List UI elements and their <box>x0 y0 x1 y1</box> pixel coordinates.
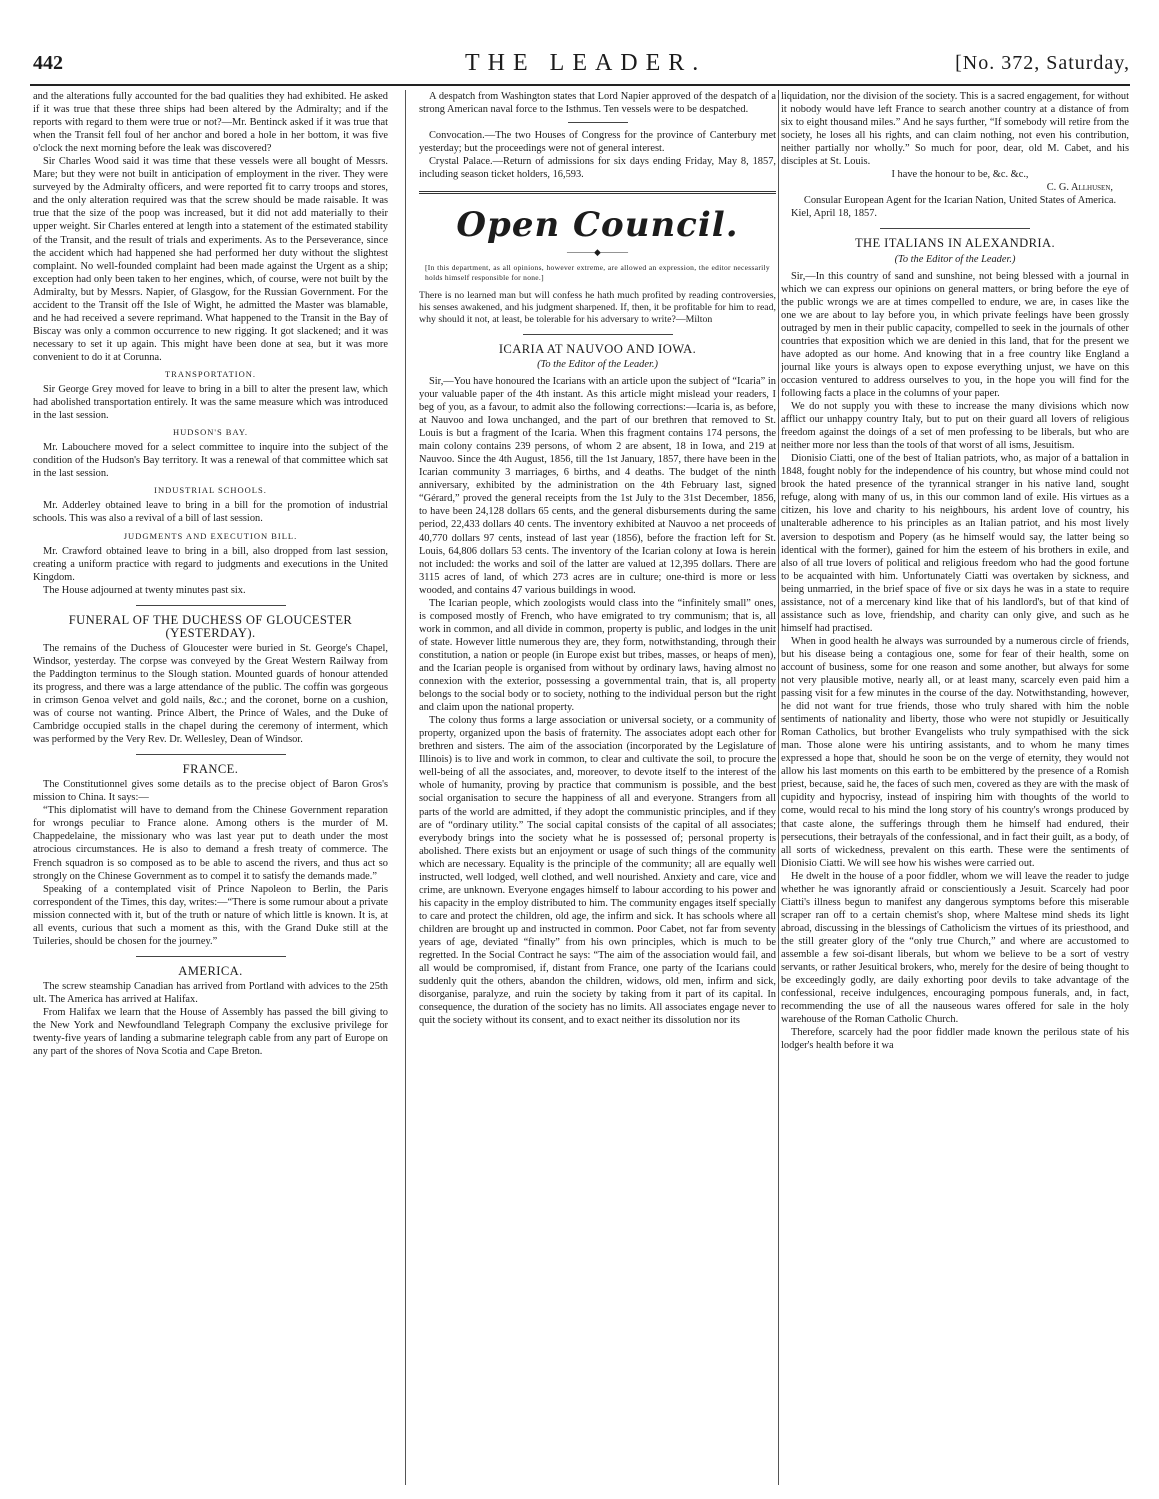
paragraph: and the alterations fully accounted for the bad qualities they had exhibited. He asked if it was true that these three ships had been altered by the Admiralty; and if the reports with regard to them were true or not?—Mr. Bentinck asked if it was true that when the Transit fell foul of her anchor and bored a hole in her bottom, it was five o'clock the next morning before the leak was discovered? <box>33 91 388 155</box>
section-separator <box>523 334 673 335</box>
paragraph: Convocation.—The two Houses of Congress for the province of Canterbury met yesterday; but the proceedings were not of general interest. <box>419 130 776 155</box>
column-left <box>33 90 388 1485</box>
masthead-rule <box>30 84 1130 86</box>
section-double-rule <box>419 191 776 194</box>
section-separator <box>136 956 286 957</box>
paragraph: Sir Charles Wood said it was time that these vessels were all bought of Messrs. Mare; but they were not built in anticipation of employment in the river. They were surveyed by the Admiralty officers, and were reported fit to carry troops and stores, and the only alteration required was that the screw should be made raisable. It was true that the size of the poop was increased, but it did not add materially to their upper weight. Sir Charles entered at length into a statement of the estimated stability of the Transit, and the result of trials and experiments. As to the Perseverance, since the accident which had happened she had performed her duty without the slightest complaint. No well-founded complaint had been made against the Urgent as a ship; exception had only been taken to her engines, which, of course, were not built by the Admiralty, but by Messrs. Napier, of Glasgow, for the Russian Government. For the accident to the Transit off the Isle of Wight, he admitted the Master was blamable, and he had received a severe reprimand. What happened to the Transit in the Bay of Biscay was only a common occurrence to new rigging. It got slackened; and it was necessary to set it up again. This might have been done at sea, but it was more convenient to do it at Corunna. <box>33 156 388 363</box>
paragraph: Therefore, scarcely had the poor fiddler made known the perilous state of his lodger's health before it wa <box>781 1027 1129 1052</box>
newspaper-title: THE LEADER. <box>465 50 707 76</box>
letter-addressee: (To the Editor of the Leader.) <box>537 358 658 370</box>
article-headline: ICARIA AT NAUVOO AND IOWA. <box>498 341 697 356</box>
paragraph: The colony thus forms a large association or universal society, or a community of property, organized upon the basis of fraternity. The associates adopt each other for brethren and sisters. The aim of the association (incorporated by the Legislature of Illinois) is to live and work in common, to clear and cultivate the soil, to procure the well-being of all the associates, and, moreover, to devote itself to the interest of the whole of humanity, proving by practice that communism is possible, and the best social organisation to secure the happiness of all and everyone. Strangers from all parts of the world are admitted, if they adopt the communistic principles, and if they are of “ordinary utility.” The social capital consists of the capital of all associates; everybody brings into the society what he is possessed of; personal property is abolished. There exists but an enjoyment or usage of such things of the community which are necessary. Equality is the principle of the community; all are equally well instructed, well lodged, well clothed, and well nourished. Anxiety and care, vice and crime, are unknown. Everyone engages himself to labour according to his power and his capacity in the employ distributed to him. The community engages itself specially to care and protect the children, old age, the infirm and sick. It has schools where all children are brought up and instructed in common. Poor Cabet, not far from seventy years of age, deviated “finally” from his own principles, which is much to be regretted. In the Social Contract he says: “The aim of the association would fail, and all would be compromised, if, distant from France, one party of the Icarians could suddenly quit the others, abandon the children, widows, old men, infirm and sick, disorganise, paralyze, and ruin the society by taking from it part of its capital. In consequence, the duration of the society has no limits. All associates engage never to quit the society without its consent, and to exact neither its dissolution nor its <box>419 715 776 1027</box>
paragraph: Mr. Labouchere moved for a select committee to inquire into the subject of the condition of the Hudson's Bay territory. It was a renewal of that committee which sat in the last session. <box>33 442 388 480</box>
paragraph: Sir George Grey moved for leave to bring in a bill to alter the present law, which had abolished transportation entirely. It was the same measure which was introduced in the last session. <box>33 384 388 422</box>
paragraph: Speaking of a contemplated visit of Prince Napoleon to Berlin, the Paris correspondent of the Times, this day, writes:—“There is some rumour about a private mission connected with it, but of the truth or nature of which little is known. It is, at all events, curious that such a moment as this, with the Grand Duke still at the Tuileries, should be chosen for the journey.” <box>33 883 388 947</box>
section-separator <box>136 754 286 755</box>
page-number: 442 <box>33 52 63 74</box>
paragraph: Mr. Crawford obtained leave to bring in a bill, also dropped from last session, creating a uniform practice with regard to judgments and executions in the United Kingdom. <box>33 545 388 583</box>
issue-number: [No. 372, Saturday, <box>955 52 1130 74</box>
section-subhead: JUDGMENTS AND EXECUTION BILL. <box>123 530 298 541</box>
section-subhead: TRANSPORTATION. <box>164 368 257 379</box>
paragraph: The screw steamship Canadian has arrived from Portland with advices to the 25th ult. The America has arrived at Halifax. <box>33 980 388 1005</box>
masthead <box>30 8 1130 86</box>
column-divider <box>778 90 779 1485</box>
section-subhead: INDUSTRIAL SCHOOLS. <box>154 485 267 496</box>
column-right <box>781 90 1129 1485</box>
paragraph: We do not supply you with these to increase the many divisions which now afflict our unhappy country Italy, but to put on their guard all lovers of religious freedom against the doings of a set of men professing to be liberals, but who are neither more nor less than the tools of that worst of all isms, Jesuitism. <box>781 401 1129 452</box>
milton-quote: There is no learned man but will confess he hath much profited by reading controversies, his senses awakened, and his judgment sharpened. If, then, it be profitable for him to read, why should it not, at least, be tolerable for his adversary to write?—Milton <box>419 290 776 326</box>
section-separator <box>880 228 1030 229</box>
column-middle <box>419 90 776 1485</box>
paragraph: Mr. Adderley obtained leave to bring in a bill for the promotion of industrial schools. This was also a revival of a bill of last session. <box>33 500 388 525</box>
section-separator <box>136 605 286 606</box>
paragraph: From Halifax we learn that the House of Assembly has passed the bill giving to the New York and Newfoundland Telegraph Company the exclusive privilege for twenty-five years of landing a submarine telegraph cable from any part of Europe on any part of the shores of Nova Scotia and Cape Breton. <box>33 1007 388 1058</box>
letter-closing: I have the honour to be, &c. &c., <box>891 169 1029 181</box>
article-headline: THE ITALIANS IN ALEXANDRIA. <box>854 236 1056 251</box>
paragraph: Sir,—In this country of sand and sunshine, not being blessed with a journal in which we can express our opinions on general matters, or bring before the eye of the public wrongs we are at times compelled to endure, we are, in cases like the one we are about to lay before you, in which private feelings have been grossly outraged by men in their public capacity, compelled to seek in the journals of other countries that exposition which we are denied in this land, that for the present we have adopted as our home. And knowing that in a free country like England a journal like yours is always open to expose everything unjust, we have on this occasion ventured to address ourselves to you, in the hope you will find for the following facts a place in the columns of your paper. <box>781 270 1129 399</box>
section-separator <box>568 122 628 123</box>
ornament-icon: ———◆——— <box>567 247 628 258</box>
paragraph: When in good health he always was surrounded by a numerous circle of friends, but his disease being a contagious one, some for fear of their health, some on account of business, some for one reason and some another, but always for some not very plausible motive, nearly all, or at least many, scarcely even paid him a passing visit for a few minutes in the course of the day. Notwithstanding, however, he did not want for true friends, those who truly shared with him the noble sentiments of nationality and liberty, those who were not stupidly or Jesuitically Roman Catholics, but brother Evangelists who truly sympathised with the sick man. Those alone were his untiring assistants, and to whom he many times expressed a hope that, should he soon be on the verge of eternity, they would not allow his last moments on this earth to be embittered by the presence of a Romish priest, because, said he, the faces of such men, covered as they are with the mask of cupidity and hypocrisy, instead of inspiring him with thoughts of the world to come, would recal to his mind the long story of his country's wrongs produced by that caste alone, the sufferings through them he himself had endured, their persecutions, their betrayals of the confessional, and in fact their guilt, as a body, of all sorts of wickedness, prevalent on this earth. These were the sentiments of Dionisio Ciatti. We will see how his wishes were carried out. <box>781 635 1129 869</box>
article-headline: AMERICA. <box>178 963 243 978</box>
article-headline: FUNERAL OF THE DUCHESS OF GLOUCESTER (YESTERDAY). <box>68 612 353 640</box>
paragraph: He dwelt in the house of a poor fiddler, whom we will leave the reader to judge whether he was ignorantly afraid or conscientiously a Jesuit. Scarcely had poor Ciatti's illness begun to manifest any dangerous symptoms before this miserable scraper ran off to a certain chemist's shop, where Maltese mind sheds its light abroad, discussing in the blessings of Catholicism the virtues of its priesthood, and the still greater glory of the “only true Church,” and where are accustomed to assemble a few soi-disant liberals, but whom we believe to be a sort of vestry servants, or rather Jesuitical brokers, who, merely for the desire of being thought to be exceedingly godly, are daily exhorting poor devils to take advantage of the confessional, receive indulgences, encouraging pompous funerals, and, in fact, recommending the use of all the nauseous wares offered for sale in the holy warehouse of the Roman Catholic Church. <box>781 870 1129 1026</box>
editorial-note: [In this department, as all opinions, however extreme, are allowed an expression, the editor necessarily holds himself responsible for none.] <box>425 263 770 282</box>
paragraph: The Constitutionnel gives some details as to the precise object of Baron Gros's mission to China. It says:— <box>33 779 388 804</box>
paragraph: Dionisio Ciatti, one of the best of Italian patriots, who, as major of a battalion in 1848, fought nobly for the independence of his country, but whose mind could not brook the hated presence of the tyrannical stranger in his native land, sought refuge, along with many of us, in this our common land of exile. His virtues as a citizen, his love and charity to his neighbours, his ardent love of country, his unalterable adherence to his principles as an Italian patriot, and his most lively aversion to despotism and Popery (as he himself would say, the latter being so identical with the former), gained for him the esteem of his brothers in exile, and also of all true lovers of political and religious freedom who had the good fortune to be acquainted with him. Unfortunately Ciatti was overtaken by sickness, and being unmarried, in the brief space of five or six days he was in a state to require assistance, not of a mercenary kind like that of his landlord's, but of that kind of assistance such as love, friendship, and charity can only give, and such as he himself had practised. <box>781 453 1129 634</box>
paragraph: The House adjourned at twenty minutes past six. <box>43 584 246 596</box>
section-subhead: HUDSON'S BAY. <box>173 427 248 438</box>
paragraph: The remains of the Duchess of Gloucester were buried in St. George's Chapel, Windsor, yesterday. The corpse was conveyed by the Great Western Railway from the Paddington terminus to the Slough station. Mounted guards of honour attended its progress, and there was a large attendance of the public. The coffin was gorgeous in crimson Genoa velvet and gold nails, &c.; and the coronet, borne on a cushion, was of course not wanting. Prince Albert, the Prince of Wales, and the Duke of Cambridge occupied stalls in the chapel during the ceremony of interment, which was performed by the Very Rev. Dr. Wellesley, Dean of Windsor. <box>33 642 388 746</box>
signatory-title: Consular European Agent for the Icarian Nation, United States of America. <box>803 195 1117 207</box>
paragraph: A despatch from Washington states that Lord Napier approved of the despatch of a strong American naval force to the Isthmus. Ten vessels were to be despatched. <box>419 91 776 116</box>
letter-addressee: (To the Editor of the Leader.) <box>894 253 1016 265</box>
paragraph: “This diplomatist will have to demand from the Chinese Government reparation for wrongs peculiar to France alone. Among others is the murder of M. Chappedelaine, the missionary who was last year put to death under the most atrocious circumstances. He is also to demand a fresh treaty of commerce. The French squadron is so composed as to be able to ascend the rivers, and thus act so strongly on the Chinese Government as to compel it to satisfy the demands made.” <box>33 805 388 882</box>
column-divider <box>405 90 406 1485</box>
paragraph: The Icarian people, which zoologists would class into the “infinitely small” ones, is composed mostly of French, who have emigrated to try communism; that is, all work in common, and all divide in common, property is public, and lodges in the unit of state. However little numerous they are, they form, notwithstanding, through their constitution, a nation or people (in Europe exist but tribes, masses, or heaps of men), and the Icarian people is organised from without by ordinary laws, having almost no connexion with the exterior, possessing a governmental train, that is, all property belongs to the social body or to society, nothing to the individual person but the right and claim upon the national property. <box>419 597 776 714</box>
paragraph: Sir,—You have honoured the Icarians with an article upon the subject of “Icaria” in your valuable paper of the 4th instant. As this article might mislead your readers, I beg of you, as a favour, to admit also the following corrections:—Icaria is, as before, at Nauvoo and Iowa unchanged, and the part of our brethren that removed to St. Louis is but a fragment of the Icaria. When this fragment contains 174 persons, the main colony contains 239 persons, of whom 2 are absent, 18 in Iowa, and 219 at Nauvoo. Since the 4th August, 1856, till the 1st January, 1857, there have been in the Icarian community 3 marriages, 6 births, and 4 deaths. The budget of the ninth anniversary, exhibited by the administration on the 4th February last, signed “Gérard,” proved the general receipts from the 1st July to the 31st December, 1856, to have been 24,128 dollars 65 cents, and the general disbursements during the same period, 22,433 dollars 40 cents. The inventory exhibited at Nauvoo a net proceeds of 40,770 dollars 97 cents, instead of last year (1856), before the fraction left for St. Louis, 64,806 dollars 53 cents. The inventory of the Icarian colony at Iowa is herein not included: the works and soil of the latter are valued at 12,395 dollars. There are 3115 acres of land, of which 273 acres are in culture; one-third is more or less wooded, and contains 47 various buildings in wood. <box>419 375 776 596</box>
paragraph: liquidation, nor the division of the society. This is a sacred engagement, for without it nobody would have left France to search another country at a distance of from six to eight thousand miles.” And he says further, “If somebody will retire from the society, he loses all his rights, and can claim nothing, not even his contribution, neither partially nor wholly.” So much for poor, dear, old M. Cabet, and his disciples at St. Louis. <box>781 91 1129 168</box>
open-council-title: Open Council. <box>456 205 739 246</box>
paragraph: Crystal Palace.—Return of admissions for six days ending Friday, May 8, 1857, including season ticket holders, 16,593. <box>419 156 776 181</box>
letter-date: Kiel, April 18, 1857. <box>791 208 878 220</box>
article-headline: FRANCE. <box>182 762 239 777</box>
letter-signature: C. G. Allhusen, <box>1046 182 1113 194</box>
